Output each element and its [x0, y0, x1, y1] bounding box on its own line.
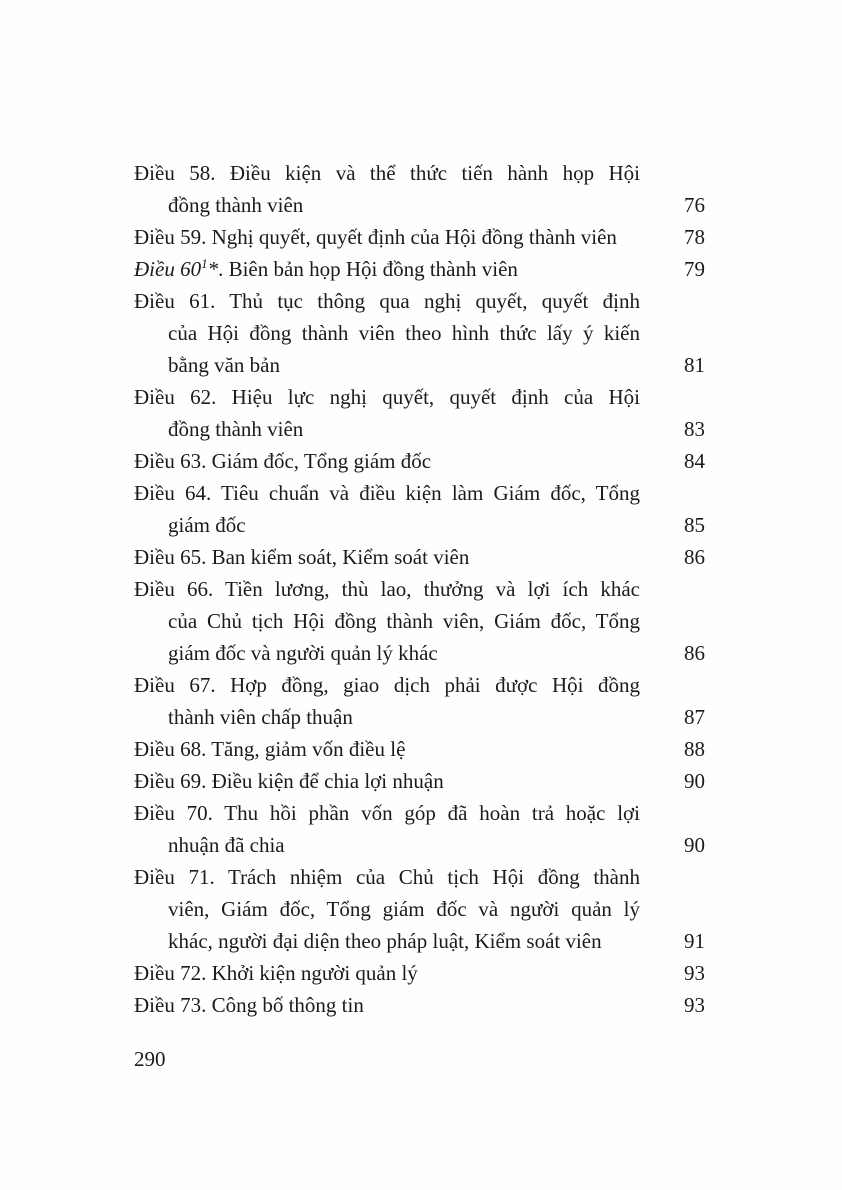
- toc-entry-line-with-page: [134, 989, 705, 1021]
- toc-entry: [134, 669, 705, 733]
- toc-entry-text: Điều 69. Điều kiện để chia lợi nhuận: [134, 769, 444, 793]
- toc-entry: [134, 989, 705, 1021]
- toc-entry-text: [134, 253, 518, 285]
- toc-entry-text: đồng thành viên: [168, 417, 304, 441]
- toc-entry-line: [134, 477, 705, 509]
- toc-entry-text: khác, người đại diện theo pháp luật, Kiểm soát viên: [168, 929, 602, 953]
- toc-entry: [134, 797, 705, 861]
- toc-entry-line: [134, 381, 705, 413]
- toc-entry-page-number: 81: [684, 353, 705, 377]
- toc-entry-text: giám đốc: [168, 513, 246, 537]
- table-of-contents: [134, 157, 705, 1075]
- toc-entry-text: Điều 59. Nghị quyết, quyết định của Hội đồng thành viên: [134, 225, 617, 249]
- toc-entry-text: nhuận đã chia: [168, 833, 285, 857]
- toc-entry-page-number: 78: [684, 225, 705, 249]
- toc-entry-text: Điều 66. Tiền lương, thù lao, thưởng và lợi ích khác: [134, 577, 640, 601]
- toc-entry: [134, 445, 705, 477]
- toc-entry-text: bằng văn bản: [168, 353, 280, 377]
- toc-entry: [134, 957, 705, 989]
- toc-entry-page-number: 91: [684, 929, 705, 953]
- toc-entry-text-part: . Biên bản họp Hội đồng thành viên: [218, 257, 518, 281]
- toc-entry-line-with-page: [134, 957, 705, 989]
- toc-entry-page-number: 85: [684, 513, 705, 537]
- toc-entry-page-number: 76: [684, 193, 705, 217]
- toc-entry-line-with-page: [134, 445, 705, 477]
- toc-entry-page-number: 86: [684, 641, 705, 665]
- toc-entry-text: Điều 65. Ban kiểm soát, Kiểm soát viên: [134, 545, 470, 569]
- toc-entry-line-with-page: [134, 765, 705, 797]
- toc-entry-line: [134, 893, 705, 925]
- toc-entry-text: Điều 64. Tiêu chuẩn và điều kiện làm Giám đốc, Tổng: [134, 481, 640, 505]
- toc-entry: [134, 381, 705, 445]
- toc-entry-text: thành viên chấp thuận: [168, 705, 353, 729]
- toc-entry-page-number: 88: [684, 737, 705, 761]
- toc-entry: [134, 285, 705, 381]
- toc-entry-text: đồng thành viên: [168, 193, 304, 217]
- toc-entry-text: Điều 61. Thủ tục thông qua nghị quyết, quyết định: [134, 289, 640, 313]
- toc-entry-text: Điều 67. Hợp đồng, giao dịch phải được Hội đồng: [134, 673, 640, 697]
- toc-entry-line-with-page: [134, 925, 705, 957]
- toc-entry-text: Điều 73. Công bố thông tin: [134, 993, 364, 1017]
- toc-entry-text: Điều 62. Hiệu lực nghị quyết, quyết định của Hội: [134, 385, 640, 409]
- toc-entry-text: Điều 71. Trách nhiệm của Chủ tịch Hội đồng thành: [134, 865, 640, 889]
- toc-entry-line-with-page: [134, 701, 705, 733]
- toc-entry-text: của Hội đồng thành viên theo hình thức lấy ý kiến: [168, 321, 640, 345]
- toc-entry-page-number: 84: [684, 449, 705, 473]
- toc-entry: [134, 477, 705, 541]
- toc-entry: [134, 861, 705, 957]
- toc-entry-line-with-page: [134, 253, 705, 285]
- toc-entry: [134, 541, 705, 573]
- toc-entry-text: Điều 72. Khởi kiện người quản lý: [134, 961, 418, 985]
- toc-entry-text-part: *: [207, 257, 219, 281]
- toc-entry-line-with-page: [134, 509, 705, 541]
- toc-entry-page-number: 79: [684, 257, 705, 281]
- toc-entry: [134, 733, 705, 765]
- toc-entry-text: viên, Giám đốc, Tổng giám đốc và người quản lý: [168, 897, 640, 921]
- footnote-superscript: 1: [201, 256, 208, 271]
- toc-entry-line: [134, 573, 705, 605]
- toc-entry-text: giám đốc và người quản lý khác: [168, 641, 438, 665]
- toc-entry-line: [134, 669, 705, 701]
- toc-entry-page-number: 90: [684, 833, 705, 857]
- page-number-footer: 290: [134, 1047, 166, 1071]
- toc-entry-page-number: 90: [684, 769, 705, 793]
- toc-entry-text: Điều 63. Giám đốc, Tổng giám đốc: [134, 449, 432, 473]
- toc-entry: [134, 573, 705, 669]
- toc-entry-page-number: 87: [684, 705, 705, 729]
- toc-entry: [134, 253, 705, 285]
- toc-entry-text-part: Điều 60: [134, 257, 202, 281]
- toc-entry-text: Điều 68. Tăng, giảm vốn điều lệ: [134, 737, 406, 761]
- toc-entry: [134, 157, 705, 221]
- toc-list: [134, 157, 705, 1021]
- toc-entry-line-with-page: [134, 541, 705, 573]
- toc-entry-line: [134, 157, 705, 189]
- toc-entry-line: [134, 861, 705, 893]
- toc-entry-text: Điều 58. Điều kiện và thể thức tiến hành họp Hội: [134, 161, 640, 185]
- toc-entry-line-with-page: [134, 221, 705, 253]
- toc-entry-line: [134, 605, 705, 637]
- toc-entry-line-with-page: [134, 829, 705, 861]
- toc-entry: [134, 221, 705, 253]
- toc-entry-text: Điều 70. Thu hồi phần vốn góp đã hoàn trả hoặc lợi: [134, 801, 640, 825]
- toc-entry-line-with-page: [134, 189, 705, 221]
- toc-entry-line: [134, 797, 705, 829]
- toc-entry-page-number: 93: [684, 993, 705, 1017]
- toc-entry-line-with-page: [134, 637, 705, 669]
- toc-entry-page-number: 83: [684, 417, 705, 441]
- toc-entry-line: [134, 317, 705, 349]
- toc-entry-line-with-page: [134, 349, 705, 381]
- toc-entry-line-with-page: [134, 413, 705, 445]
- toc-entry-line: [134, 285, 705, 317]
- toc-entry-line-with-page: [134, 733, 705, 765]
- toc-entry-page-number: 93: [684, 961, 705, 985]
- toc-entry: [134, 765, 705, 797]
- toc-entry-page-number: 86: [684, 545, 705, 569]
- toc-entry-text: của Chủ tịch Hội đồng thành viên, Giám đốc, Tổng: [168, 609, 640, 633]
